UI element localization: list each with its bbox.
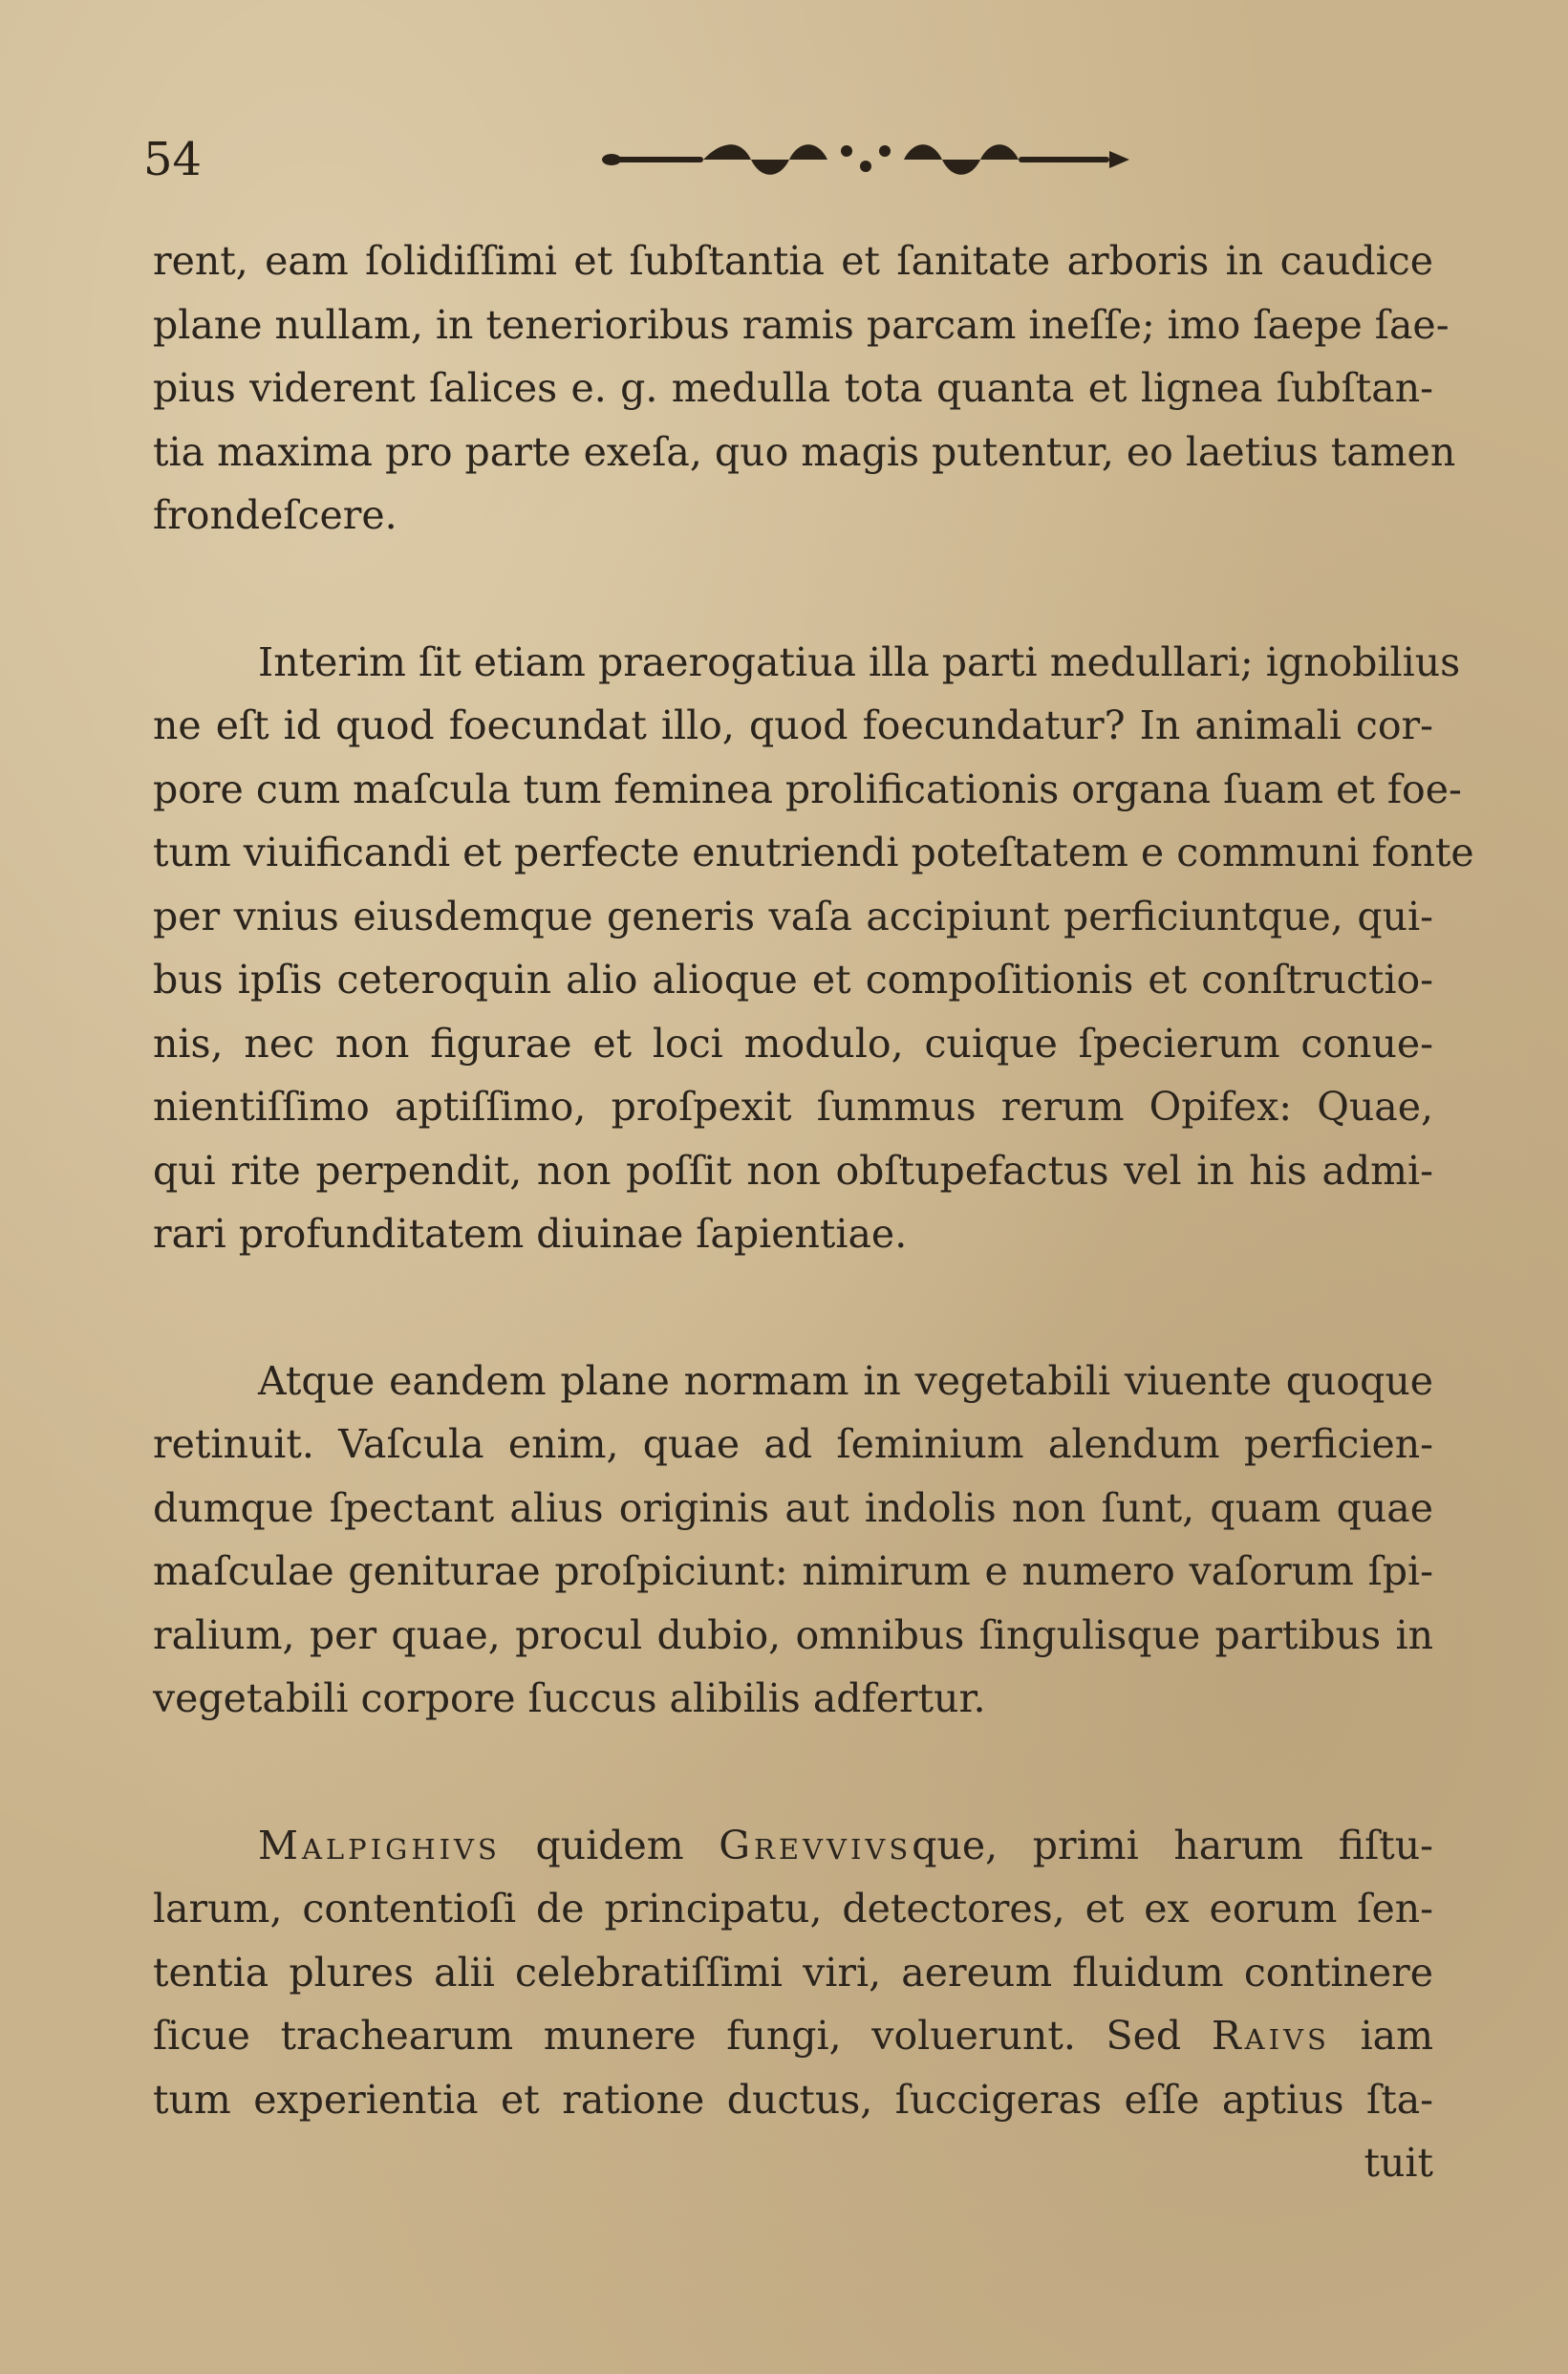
- page-header: [143, 126, 1433, 193]
- text-line: ne eſt id quod foecundat illo, quod foecundatur? In animali cor-: [153, 702, 1433, 748]
- text-line: larum, contentioſi de principatu, detectores, et ex eorum ſen-: [153, 1886, 1433, 1932]
- text-line: tia maxima pro parte exeſa, quo magis putentur, eo laetius tamen: [153, 428, 1456, 475]
- text-line: plane nullam, in tenerioribus ramis parcam ineſſe; imo ſaepe ſae-: [153, 301, 1450, 348]
- paragraph-gap: [153, 1266, 1433, 1349]
- text-line: retinuit. Vaſcula enim, quae ad ſeminium alendum perficien-: [153, 1421, 1433, 1467]
- text-line: dumque ſpectant alius originis aut indolis non ſunt, quam quae: [153, 1484, 1433, 1531]
- text-fragment: que, primi harum fiſtu-: [912, 1822, 1434, 1868]
- paragraph-2: [153, 631, 1474, 1266]
- text-fragment: iam: [1329, 2013, 1434, 2059]
- author-name-grewius: Grevvivs: [719, 1822, 913, 1868]
- text-fragment: ſicue trachearum munere fungi, voluerunt. Sed: [153, 2013, 1212, 2059]
- decorative-headpiece-ornament-icon: [598, 138, 1133, 182]
- text-fragment: quidem: [500, 1822, 720, 1868]
- page-number: 54: [143, 133, 203, 186]
- text-line: nientiſſimo aptiſſimo, proſpexit ſummus rerum Opifex: Quae,: [153, 1084, 1433, 1130]
- text-line: nis, nec non figurae et loci modulo, cuique ſpecierum conue-: [153, 1020, 1433, 1067]
- text-line: qui rite perpendit, non poſſit non obſtupefactus vel in his admi-: [153, 1147, 1433, 1194]
- text-line: Interim ſit etiam praerogatiua illa parti medullari; ignobilius: [258, 638, 1461, 685]
- text-line: rent, eam ſolidiſſimi et ſubſtantia et ſanitate arboris in caudice: [153, 238, 1433, 284]
- text-line: maſculae geniturae proſpiciunt: nimirum e numero vaſorum ſpi-: [153, 1548, 1433, 1594]
- text-line: per vnius eiusdemque generis vaſa accipiunt perficiuntque, qui-: [153, 893, 1433, 939]
- text-line: bus ipſis ceteroquin alio alioque et compoſitionis et conſtructio-: [153, 957, 1433, 1003]
- text-line: tum experientia et ratione ductus, ſuccigeras eſſe aptius ſta-: [153, 2076, 1433, 2123]
- text-line: tum viuificandi et perfecte enutriendi poteſtatem e communi fonte: [153, 830, 1474, 875]
- text-line: rari profunditatem diuinae ſapientiae.: [153, 1211, 908, 1257]
- body-text: [153, 229, 1474, 2195]
- text-line: [153, 2004, 1433, 2068]
- text-line: tentia plures alii celebratiſſimi viri, aereum fluidum continere: [153, 1949, 1433, 1996]
- paragraph-gap: [153, 548, 1433, 631]
- paragraph-gap: [153, 1731, 1433, 1814]
- text-line: pius viderent ſalices e. g. medulla tota quanta et lignea ſubſtan-: [153, 365, 1433, 411]
- author-name-raius: Raivs: [1211, 2013, 1330, 2059]
- text-line: pore cum maſcula tum feminea prolificationis organa ſuam et foe-: [153, 766, 1462, 812]
- catchword: tuit: [1364, 2140, 1433, 2186]
- paragraph-1: [153, 229, 1456, 548]
- text-line: frondeſcere.: [153, 492, 397, 538]
- text-line: vegetabili corpore ſuccus alibilis adfertur.: [153, 1675, 986, 1721]
- text-line: ralium, per quae, procul dubio, omnibus ſingulisque partibus in: [153, 1611, 1433, 1658]
- author-name-malpighius: Malpighivs: [258, 1822, 501, 1868]
- text-line: [153, 1814, 1433, 1878]
- paragraph-4: [153, 1814, 1433, 2132]
- text-line: Atque eandem plane normam in vegetabili viuente quoque: [258, 1357, 1433, 1404]
- paragraph-3: [153, 1349, 1433, 1731]
